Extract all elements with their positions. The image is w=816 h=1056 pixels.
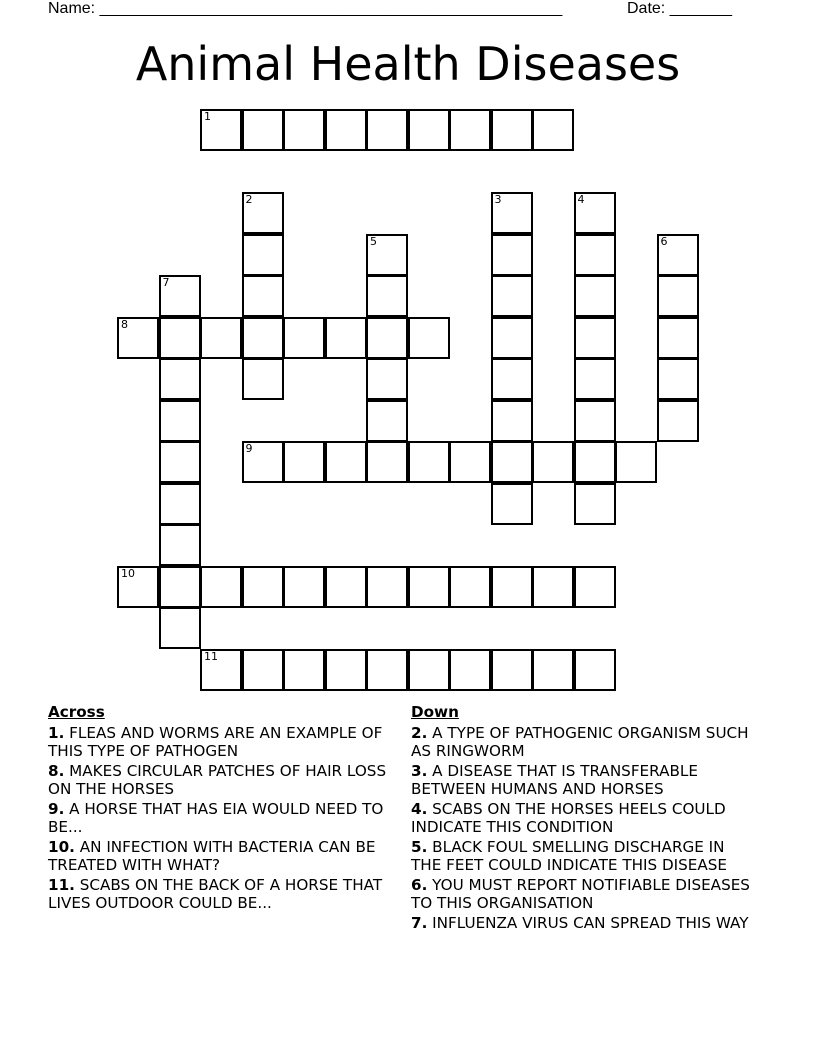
grid-cell[interactable]	[408, 109, 450, 151]
clue-text: BLACK FOUL SMELLING DISCHARGE IN THE FEET COULD INDICATE THIS DISEASE	[411, 838, 728, 874]
grid-cell[interactable]	[242, 358, 284, 400]
clue-text: YOU MUST REPORT NOTIFIABLE DISEASES TO THIS ORGANISATION	[411, 876, 750, 912]
clue-number: 2.	[411, 724, 428, 742]
clue-text: SCABS ON THE BACK OF A HORSE THAT LIVES OUTDOOR COULD BE...	[48, 876, 383, 912]
grid-cell[interactable]	[574, 400, 616, 442]
clue-number: 3	[494, 193, 502, 206]
grid-cell[interactable]	[366, 275, 408, 317]
grid-cell[interactable]	[283, 566, 325, 608]
grid-cell[interactable]	[366, 109, 408, 151]
down-clue	[411, 914, 756, 932]
grid-cell[interactable]	[366, 358, 408, 400]
clue-number: 10.	[48, 838, 75, 856]
down-heading: Down	[411, 703, 459, 721]
grid-cell[interactable]	[408, 441, 450, 483]
grid-cell[interactable]	[242, 109, 284, 151]
down-clue-list	[411, 724, 756, 932]
down-clue	[411, 724, 756, 760]
clue-text: AN INFECTION WITH BACTERIA CAN BE TREATED WITH WHAT?	[48, 838, 376, 874]
clue-text: A HORSE THAT HAS EIA WOULD NEED TO BE...	[48, 800, 384, 836]
grid-cell[interactable]	[491, 400, 533, 442]
across-clue	[48, 838, 388, 874]
clue-number: 11.	[48, 876, 75, 894]
across-clue-list	[48, 724, 388, 912]
page-title: Animal Health Diseases	[135, 37, 681, 91]
across-clue	[48, 800, 388, 836]
grid-cell[interactable]	[117, 566, 159, 608]
clue-text: A DISEASE THAT IS TRANSFERABLE BETWEEN HUMANS AND HORSES	[411, 762, 698, 798]
grid-cell[interactable]	[325, 317, 367, 359]
grid-cell[interactable]	[366, 649, 408, 691]
clue-number: 10	[121, 566, 135, 580]
grid-cell[interactable]	[532, 441, 574, 483]
grid-cell[interactable]	[159, 317, 201, 359]
grid-cell[interactable]	[574, 483, 616, 525]
grid-cell[interactable]	[242, 275, 284, 317]
grid-cell[interactable]	[408, 317, 450, 359]
grid-cell[interactable]	[657, 400, 699, 442]
grid-cell[interactable]	[491, 192, 533, 234]
grid-cell[interactable]	[657, 234, 699, 276]
grid-cell[interactable]	[366, 566, 408, 608]
grid-cell[interactable]	[449, 109, 491, 151]
grid-cell[interactable]	[117, 317, 159, 359]
clue-text: INFLUENZA VIRUS CAN SPREAD THIS WAY	[432, 914, 749, 932]
down-clue	[411, 876, 756, 912]
grid-cell[interactable]	[242, 566, 284, 608]
grid-cell[interactable]	[491, 234, 533, 276]
date-field-label[interactable]: Date: _______	[627, 0, 732, 17]
down-clue	[411, 800, 756, 836]
grid-cell[interactable]	[574, 358, 616, 400]
across-clue	[48, 876, 388, 912]
grid-cell[interactable]	[366, 441, 408, 483]
clue-number: 2	[245, 193, 253, 206]
grid-cell[interactable]	[283, 441, 325, 483]
clue-text: FLEAS AND WORMS ARE AN EXAMPLE OF THIS TYPE OF PATHOGEN	[48, 724, 383, 760]
grid-cell[interactable]	[159, 275, 201, 317]
down-clue	[411, 762, 756, 798]
clue-number: 1.	[48, 724, 65, 742]
grid-cell[interactable]	[574, 566, 616, 608]
grid-cell[interactable]	[491, 566, 533, 608]
grid-cell[interactable]	[325, 566, 367, 608]
grid-cell[interactable]	[657, 317, 699, 359]
clue-number: 8.	[48, 762, 65, 780]
grid-cell[interactable]	[200, 317, 242, 359]
grid-cell[interactable]	[366, 317, 408, 359]
grid-cell[interactable]	[491, 109, 533, 151]
name-field-label[interactable]: Name: ____________________________________________________	[48, 0, 563, 17]
grid-cell[interactable]	[200, 566, 242, 608]
grid-cell[interactable]	[657, 358, 699, 400]
grid-cell[interactable]	[574, 441, 616, 483]
clue-number: 6.	[411, 876, 428, 894]
clue-text: A TYPE OF PATHOGENIC ORGANISM SUCH AS RINGWORM	[411, 724, 749, 760]
grid-cell[interactable]	[325, 649, 367, 691]
clue-number: 4	[577, 193, 585, 206]
grid-cell[interactable]	[200, 649, 242, 691]
grid-cell[interactable]	[574, 649, 616, 691]
clue-number: 5	[370, 234, 377, 248]
clue-number: 11	[204, 649, 218, 663]
clue-number: 7.	[411, 914, 428, 932]
grid-cell[interactable]	[574, 192, 616, 234]
grid-cell[interactable]	[532, 109, 574, 151]
grid-cell[interactable]	[159, 400, 201, 442]
grid-cell[interactable]	[449, 566, 491, 608]
grid-cell[interactable]	[491, 441, 533, 483]
grid-cell[interactable]	[366, 400, 408, 442]
clue-number: 3.	[411, 762, 428, 780]
grid-cell[interactable]	[408, 566, 450, 608]
down-clues	[411, 703, 756, 934]
clue-number: 9	[245, 442, 253, 455]
grid-cell[interactable]	[242, 192, 284, 234]
grid-cell[interactable]	[615, 441, 657, 483]
grid-cell[interactable]	[491, 483, 533, 525]
down-clue	[411, 838, 756, 874]
grid-cell[interactable]	[242, 441, 284, 483]
grid-cell[interactable]	[283, 649, 325, 691]
clue-text: SCABS ON THE HORSES HEELS COULD INDICATE THIS CONDITION	[411, 800, 726, 836]
grid-cell[interactable]	[574, 317, 616, 359]
clue-number: 9.	[48, 800, 65, 818]
grid-cell[interactable]	[574, 234, 616, 276]
clue-number: 4.	[411, 800, 428, 818]
grid-cell[interactable]	[242, 234, 284, 276]
grid-cell[interactable]	[532, 649, 574, 691]
grid-cell[interactable]	[159, 607, 201, 649]
across-clue	[48, 762, 388, 798]
grid-cell[interactable]	[408, 649, 450, 691]
grid-cell[interactable]	[366, 234, 408, 276]
clue-number: 1	[204, 110, 211, 123]
clue-number: 6	[660, 234, 668, 248]
clue-number: 8	[121, 317, 128, 331]
grid-cell[interactable]	[283, 109, 325, 151]
grid-cell[interactable]	[449, 649, 491, 691]
grid-cell[interactable]	[491, 317, 533, 359]
grid-cell[interactable]	[491, 358, 533, 400]
grid-cell[interactable]	[491, 649, 533, 691]
grid-cell[interactable]	[491, 275, 533, 317]
grid-cell[interactable]	[242, 317, 284, 359]
grid-cell[interactable]	[574, 275, 616, 317]
across-clue	[48, 724, 388, 760]
grid-cell[interactable]	[657, 275, 699, 317]
grid-cell[interactable]	[325, 441, 367, 483]
across-clues	[48, 703, 388, 914]
grid-cell[interactable]	[200, 109, 242, 151]
grid-cell[interactable]	[159, 524, 201, 566]
grid-cell[interactable]	[159, 483, 201, 525]
grid-cell[interactable]	[325, 109, 367, 151]
grid-cell[interactable]	[159, 566, 201, 608]
grid-cell[interactable]	[159, 441, 201, 483]
across-heading: Across	[48, 703, 105, 721]
clue-number: 7	[162, 276, 170, 289]
grid-cell[interactable]	[532, 566, 574, 608]
clue-text: MAKES CIRCULAR PATCHES OF HAIR LOSS ON THE HORSES	[48, 762, 387, 798]
grid-cell[interactable]	[449, 441, 491, 483]
grid-cell[interactable]	[159, 358, 201, 400]
clue-number: 5.	[411, 838, 428, 856]
grid-cell[interactable]	[242, 649, 284, 691]
grid-cell[interactable]	[283, 317, 325, 359]
